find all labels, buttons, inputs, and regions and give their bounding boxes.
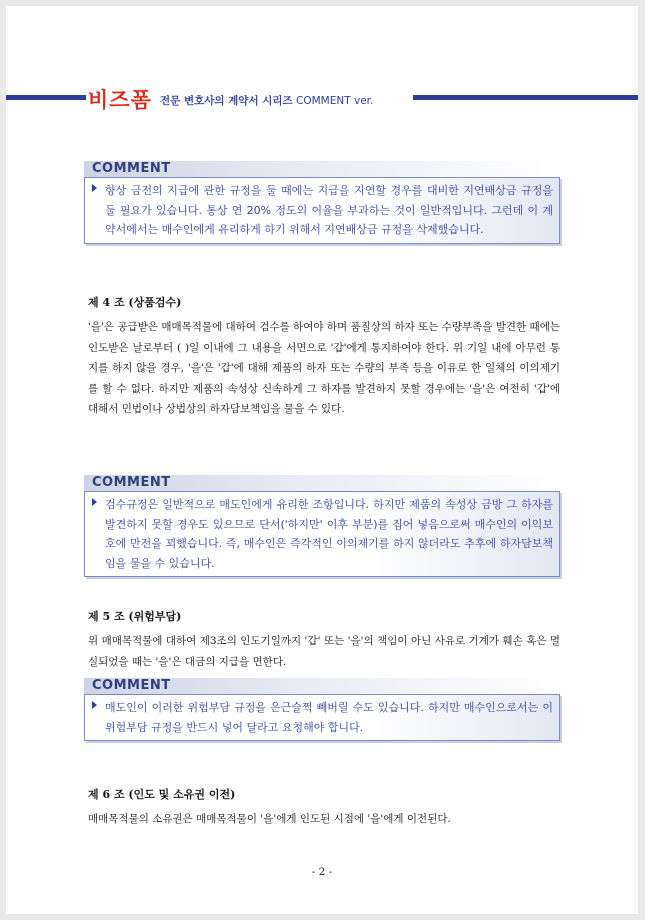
comment-text: 검수규정은 일반적으로 매도인에게 유리한 조항입니다. 하지만 제품의 속성상 금방 그 하자를 발견하지 못할 경우도 있으므로 단서('하지만' 이후 부분)를 집어 넣음으로써 매수인의 이익보호에 만전을 꾀했습니다. 즉, 매수인은 즉각적인 이의제기를 하지 않더라도 추후에 하자담보책임을 물을 수 있습니다. — [105, 498, 553, 570]
series-title: 전문 변호사의 계약서 시리즈 — [160, 95, 293, 107]
comment-text: 매도인이 이러한 위험부담 규정을 은근슬쩍 빼버릴 수도 있습니다. 하지만 매수인으로서는 이 위험부담 규정을 반드시 넣어 달라고 요청해야 합니다. — [105, 701, 553, 734]
arrow-right-icon — [92, 184, 97, 192]
comment-text: 항상 금전의 지급에 관한 규정을 둘 때에는 지급을 지연할 경우를 대비한 지연배상금 규정을 둘 필요가 있습니다. 통상 연 20% 정도의 이율을 부과하는 것이 일반적입니다. 그런데 이 계약서에서는 매수인에게 유리하게 하기 위해서 지연배상금 규정을 삭제했습니다. — [105, 184, 553, 236]
comment-title: COMMENT — [84, 161, 560, 177]
article-4-title: 제 4 조 (상품검수) — [88, 296, 182, 309]
brand-logo: 비즈폼 — [88, 88, 152, 112]
article-6-body: 매매목적물의 소유권은 매매목적물이 '을'에게 인도된 시점에 '을'에게 이전된다. — [88, 813, 451, 825]
comment-body — [84, 177, 560, 244]
article-4-body: '을'은 공급받은 매매목적물에 대하여 검수를 하여야 하며 품질상의 하자 또는 수량부족을 발견한 때에는 인도받은 날로부터 ( )일 이내에 그 내용을 서면으로 '갑'에게 통지하여야 한다. 위 기일 내에 아무런 통지를 하지 않을 경우, '을'은 '갑'에 대해 제품의 하자 또는 수량의 부족 등을 이유로 한 일체의 이의제기를 할 수 없다. 하지만 제품의 속성상 신속하게 그 하자를 발견하지 못할 경우에는 '을'은 여전히 '갑'에 대해서 민법이나 상법상의 하자담보책임을 물을 수 있다. — [88, 321, 560, 415]
article-6-title: 제 6 조 (인도 및 소유권 이전) — [88, 788, 236, 801]
header-rule-right — [413, 95, 638, 100]
version-label: COMMENT ver. — [296, 95, 374, 107]
page-number: - 2 - — [311, 866, 333, 878]
document-page — [6, 6, 638, 914]
article-5-body: 위 매매목적물에 대하여 제3조의 인도기일까지 '갑' 또는 '을'의 책임이 아닌 사유로 기계가 훼손 혹은 멸실되었을 때는 '을'은 대금의 지급을 면한다. — [88, 635, 560, 668]
comment-body — [84, 694, 560, 741]
arrow-right-icon — [92, 498, 97, 506]
arrow-right-icon — [92, 701, 97, 709]
header-rule-left — [6, 95, 86, 100]
article-5-title: 제 5 조 (위험부담) — [88, 610, 182, 623]
comment-box-1 — [84, 161, 560, 244]
comment-box-2 — [84, 475, 560, 577]
header-subtitle — [160, 93, 373, 108]
comment-box-3 — [84, 678, 560, 741]
comment-body — [84, 491, 560, 577]
comment-title: COMMENT — [84, 475, 560, 491]
comment-title: COMMENT — [84, 678, 560, 694]
